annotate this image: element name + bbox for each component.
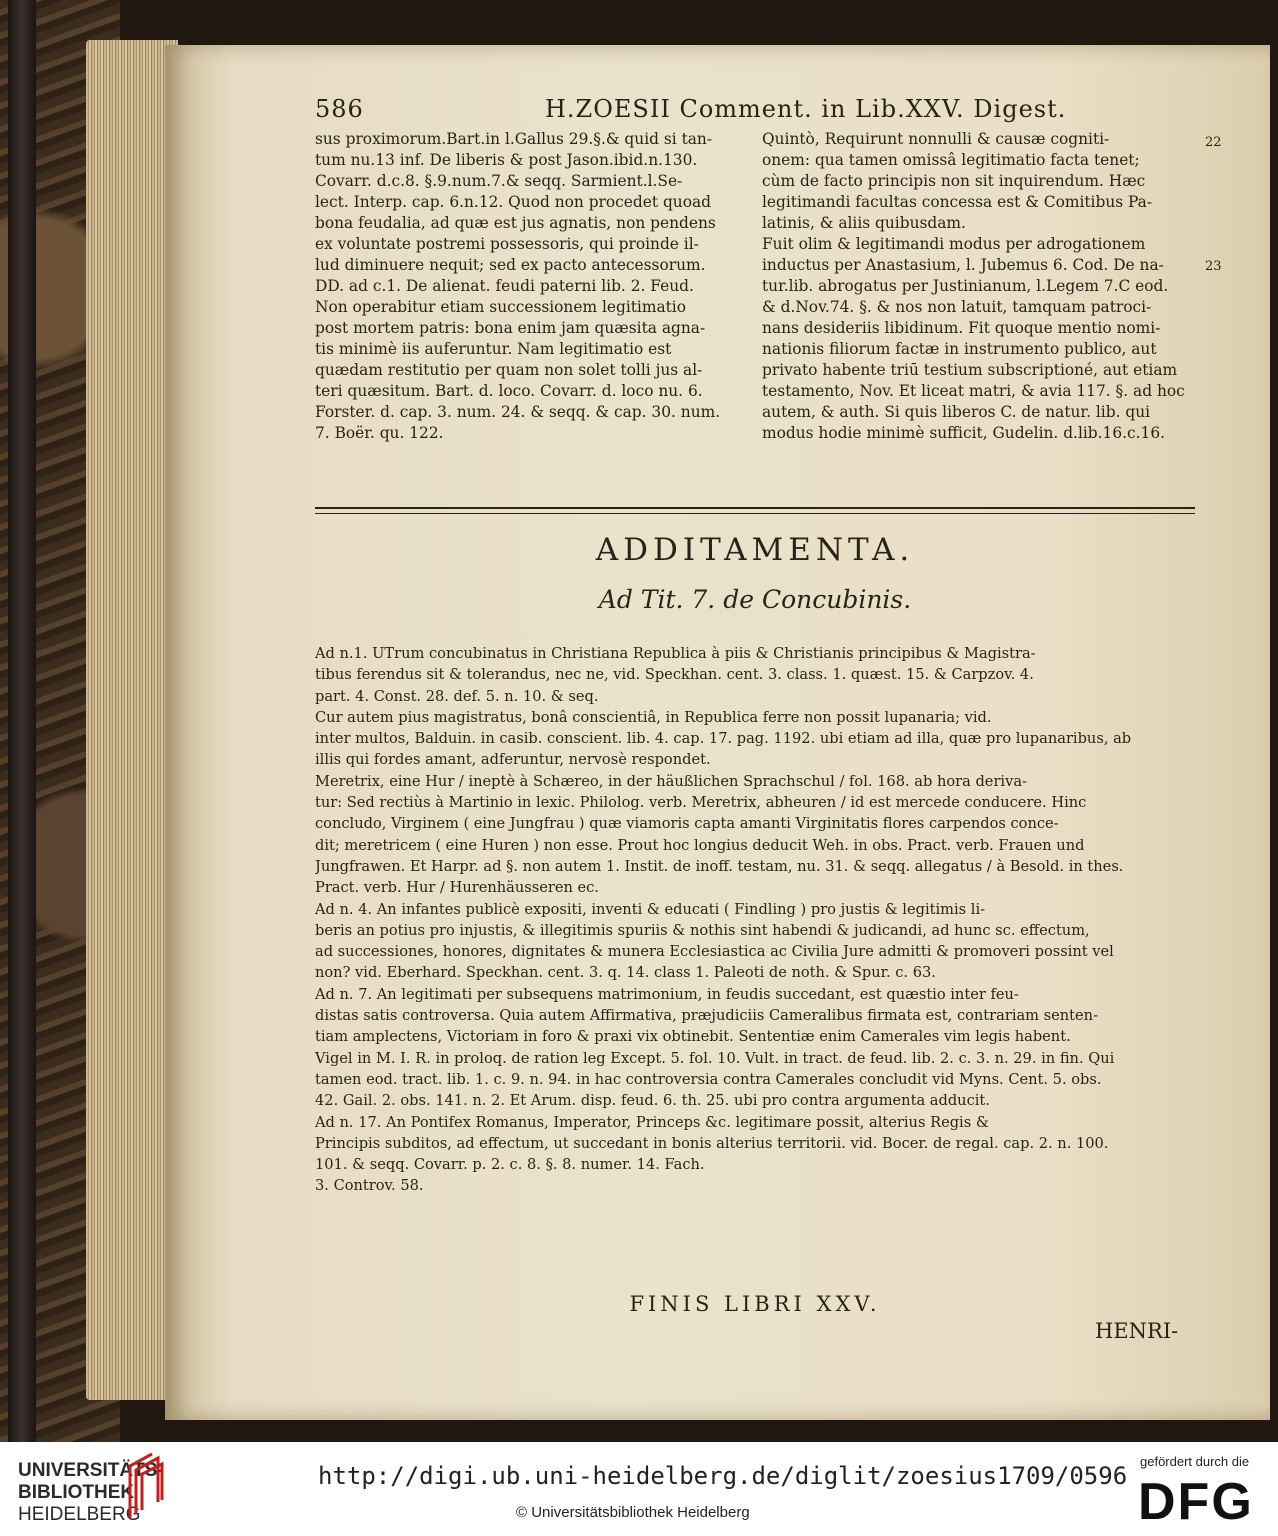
text-line: Ad n. 17. An Pontifex Romanus, Imperator, Princeps &c. legitimare possit, alterius Regis & [315, 1113, 989, 1131]
text-line: DD. ad c.1. De alienat. feudi paterni lib. 2. Feud. [315, 277, 694, 295]
text-line: part. 4. Const. 28. def. 5. n. 10. & seq. [315, 687, 599, 705]
text-line: inductus per Anastasium, l. Jubemus 6. Cod. De na- [762, 256, 1164, 274]
permalink-url[interactable]: http://digi.ub.uni-heidelberg.de/diglit/zoesius1709/0596 [318, 1462, 1128, 1490]
text-line: tis minimè iis auferuntur. Nam legitimatio est [315, 340, 672, 358]
text-line: privato habente triū testium subscriptioné, aut etiam [762, 361, 1178, 379]
left-column [315, 129, 745, 444]
running-title: H.ZOESII Comment. in Lib.XXV. Digest. [545, 95, 1067, 123]
text-line: ex voluntate postremi possessoris, qui proinde il- [315, 235, 699, 253]
running-head [315, 95, 1175, 129]
text-line: bona feudalia, ad quæ est jus agnatis, non pendens [315, 214, 716, 232]
margin-number: 22 [1205, 135, 1222, 150]
logo-line: HEIDELBERG [18, 1504, 141, 1525]
dfg-logo[interactable]: DFG [1138, 1473, 1254, 1531]
text-line: Ad n.1. UTrum concubinatus in Christiana Republica à piis & Christianis principibus & Magistra- [315, 645, 1036, 662]
additamenta-heading: ADDITAMENTA. [595, 532, 915, 568]
text-line: Forster. d. cap. 3. num. 24. & seqq. & cap. 30. num. [315, 403, 721, 421]
text-line: Vigel in M. I. R. in proloq. de ration leg Except. 5. fol. 10. Vult. in tract. de feud. lib. 2. c. 3. n. 29. in fin. Qui [315, 1049, 1115, 1067]
text-line: Quintò, Requirunt nonnulli & causæ cogniti- [762, 130, 1110, 148]
book-spine [8, 0, 36, 1442]
subheading: Ad Tit. 7. de Concubinis. [598, 585, 912, 614]
text-line: sus proximorum.Bart.in l.Gallus 29.§.& quid si tan- [315, 130, 713, 148]
text-line: Non operabitur etiam successionem legitimatio [315, 298, 686, 316]
text-line: beris an potius pro injustis, & illegitimis spuriis & nothis sint habendi & judicandi, ad hunc sc. effectum, [315, 921, 1090, 939]
text-line: teri quæsitum. Bart. d. loco. Covarr. d. loco nu. 6. [315, 382, 703, 400]
footer-bar [0, 1442, 1278, 1536]
funded-by-label: gefördert durch die [1140, 1454, 1250, 1469]
logo-line: BIBLIOTHEK [18, 1482, 135, 1503]
text-line: latinis, & aliis quibusdam. [762, 214, 966, 232]
margin-number: 23 [1205, 259, 1222, 274]
copyright-notice: © Universitätsbibliothek Heidelberg [516, 1504, 750, 1521]
text-line: illis qui fordes amant, adferuntur, nervosè respondet. [315, 751, 711, 769]
text-line: inter multos, Balduin. in casib. conscient. lib. 4. cap. 17. pag. 1192. ubi etiam ad illa, quæ pro lupanaribus, ab [315, 730, 1132, 748]
text-line: tibus ferendus sit & tolerandus, nec ne, vid. Speckhan. cent. 3. class. 1. quæst. 15. & Carpzov. 4. [315, 666, 1034, 684]
book-page [165, 45, 1270, 1420]
text-line: quædam restitutio per quam non solet tolli jus al- [315, 361, 703, 379]
text-line: nationis filiorum factæ in instrumento publico, aut [762, 340, 1157, 358]
text-line: tur.lib. abrogatus per Justinianum, l.Legem 7.C eod. [762, 277, 1169, 295]
library-logo-icon [128, 1452, 168, 1522]
text-line: Principis subditos, ad effectum, ut succedant in bonis alterius territorii. vid. Bocer. de regal. cap. 2. n. 100. [315, 1134, 1109, 1152]
text-line: & d.Nov.74. §. & nos non latuit, tamquam patroci- [762, 298, 1152, 316]
text-line: testamento, Nov. Et liceat matri, & avia 117. §. ad hoc [762, 382, 1185, 400]
catchword: HENRI- [1095, 1319, 1179, 1343]
text-line: Ad n. 7. An legitimati per subsequens matrimonium, in feudis succedant, est quæstio inter feu- [315, 985, 1019, 1003]
text-line: tur: Sed rectiùs à Martinio in lexic. Philolog. verb. Meretrix, abheuren / id est mercede conducere. Hinc [315, 794, 1087, 812]
text-line: onem: qua tamen omissâ legitimatio facta tenet; [762, 151, 1140, 169]
text-line: Fuit olim & legitimandi modus per adrogationem [762, 235, 1146, 253]
text-line: modus hodie minimè sufficit, Gudelin. d.lib.16.c.16. [762, 424, 1165, 442]
text-line: Ad n. 4. An infantes publicè expositi, inventi & educati ( Findling ) pro justis & legitimis li- [315, 900, 986, 918]
text-line: non? vid. Eberhard. Speckhan. cent. 3. q. 14. class 1. Paleoti de noth. & Spur. c. 63. [315, 964, 936, 982]
finis-line: FINIS LIBRI XXV. [629, 1292, 881, 1316]
text-line: Pract. verb. Hur / Hurenhäusseren ec. [315, 879, 599, 897]
logo-line: UNIVERSITÄTS- [18, 1460, 164, 1481]
section-rule [315, 507, 1195, 514]
text-line: 3. Controv. 58. [315, 1177, 424, 1195]
text-line: lud diminuere nequit; sed ex pacto antecessorum. [315, 256, 706, 274]
text-line: post mortem patris: bona enim jam quæsita agna- [315, 319, 706, 337]
text-line: Meretrix, eine Hur / ineptè à Schæreo, in der häußlichen Sprachschul / fol. 168. ab hora deriva- [315, 772, 1027, 790]
text-line: tum nu.13 inf. De liberis & post Jason.ibid.n.130. [315, 151, 698, 169]
text-line: 7. Boër. qu. 122. [315, 424, 444, 442]
text-line: lect. Interp. cap. 6.n.12. Quod non procedet quoad [315, 193, 712, 211]
text-line: dit; meretricem ( eine Huren ) non esse. Prout hoc longius deducit Weh. in obs. Pract. verb. Frauen und [315, 836, 1085, 854]
text-line: tamen eod. tract. lib. 1. c. 9. n. 94. in hac controversia contra Camerales concludit vid Myns. Cent. 5. obs. [315, 1070, 1102, 1088]
text-line: Jungfrawen. Et Harpr. ad §. non autem 1. Instit. de inoff. testam, nu. 31. & seqq. allegatus / à Besold. in thes. [315, 857, 1124, 875]
right-column [762, 129, 1197, 444]
text-line: cùm de facto principis non sit inquirendum. Hæc [762, 172, 1146, 190]
text-line: legitimandi facultas concessa est & Comitibus Pa- [762, 193, 1153, 211]
text-line: autem, & auth. Si quis liberos C. de natur. lib. qui [762, 403, 1151, 421]
text-line: tiam amplectens, Victoriam in foro & praxi vix obtinebit. Sententiæ enim Camerales vim legis habent. [315, 1028, 1071, 1046]
text-line: nans desideriis libidinum. Fit quoque mentio nomi- [762, 319, 1161, 337]
text-line: distas satis controversa. Quia autem Affirmativa, præjudiciis Cameralibus firmata est, contrariam senten- [315, 1007, 1099, 1025]
additamenta-body [315, 643, 1195, 1197]
text-line: 42. Gail. 2. obs. 141. n. 2. Et Arum. disp. feud. 6. th. 25. ubi pro contra argumenta adducit. [315, 1092, 990, 1110]
text-line: concludo, Virginem ( eine Jungfrau ) quæ viamoris capta amanti Virginitatis flores carpendos conce- [315, 815, 1059, 833]
page-number: 586 [315, 95, 364, 123]
text-line: Covarr. d.c.8. §.9.num.7.& seqq. Sarmient.l.Se- [315, 172, 683, 190]
text-line: Cur autem pius magistratus, bonâ conscientiâ, in Republica ferre non possit lupanaria; vid. [315, 708, 992, 726]
text-line: ad successiones, honores, dignitates & munera Ecclesiastica ac Civilia Jure admitti & promoveri possint vel [315, 943, 1114, 961]
text-line: 101. & seqq. Covarr. p. 2. c. 8. §. 8. numer. 14. Fach. [315, 1156, 705, 1174]
